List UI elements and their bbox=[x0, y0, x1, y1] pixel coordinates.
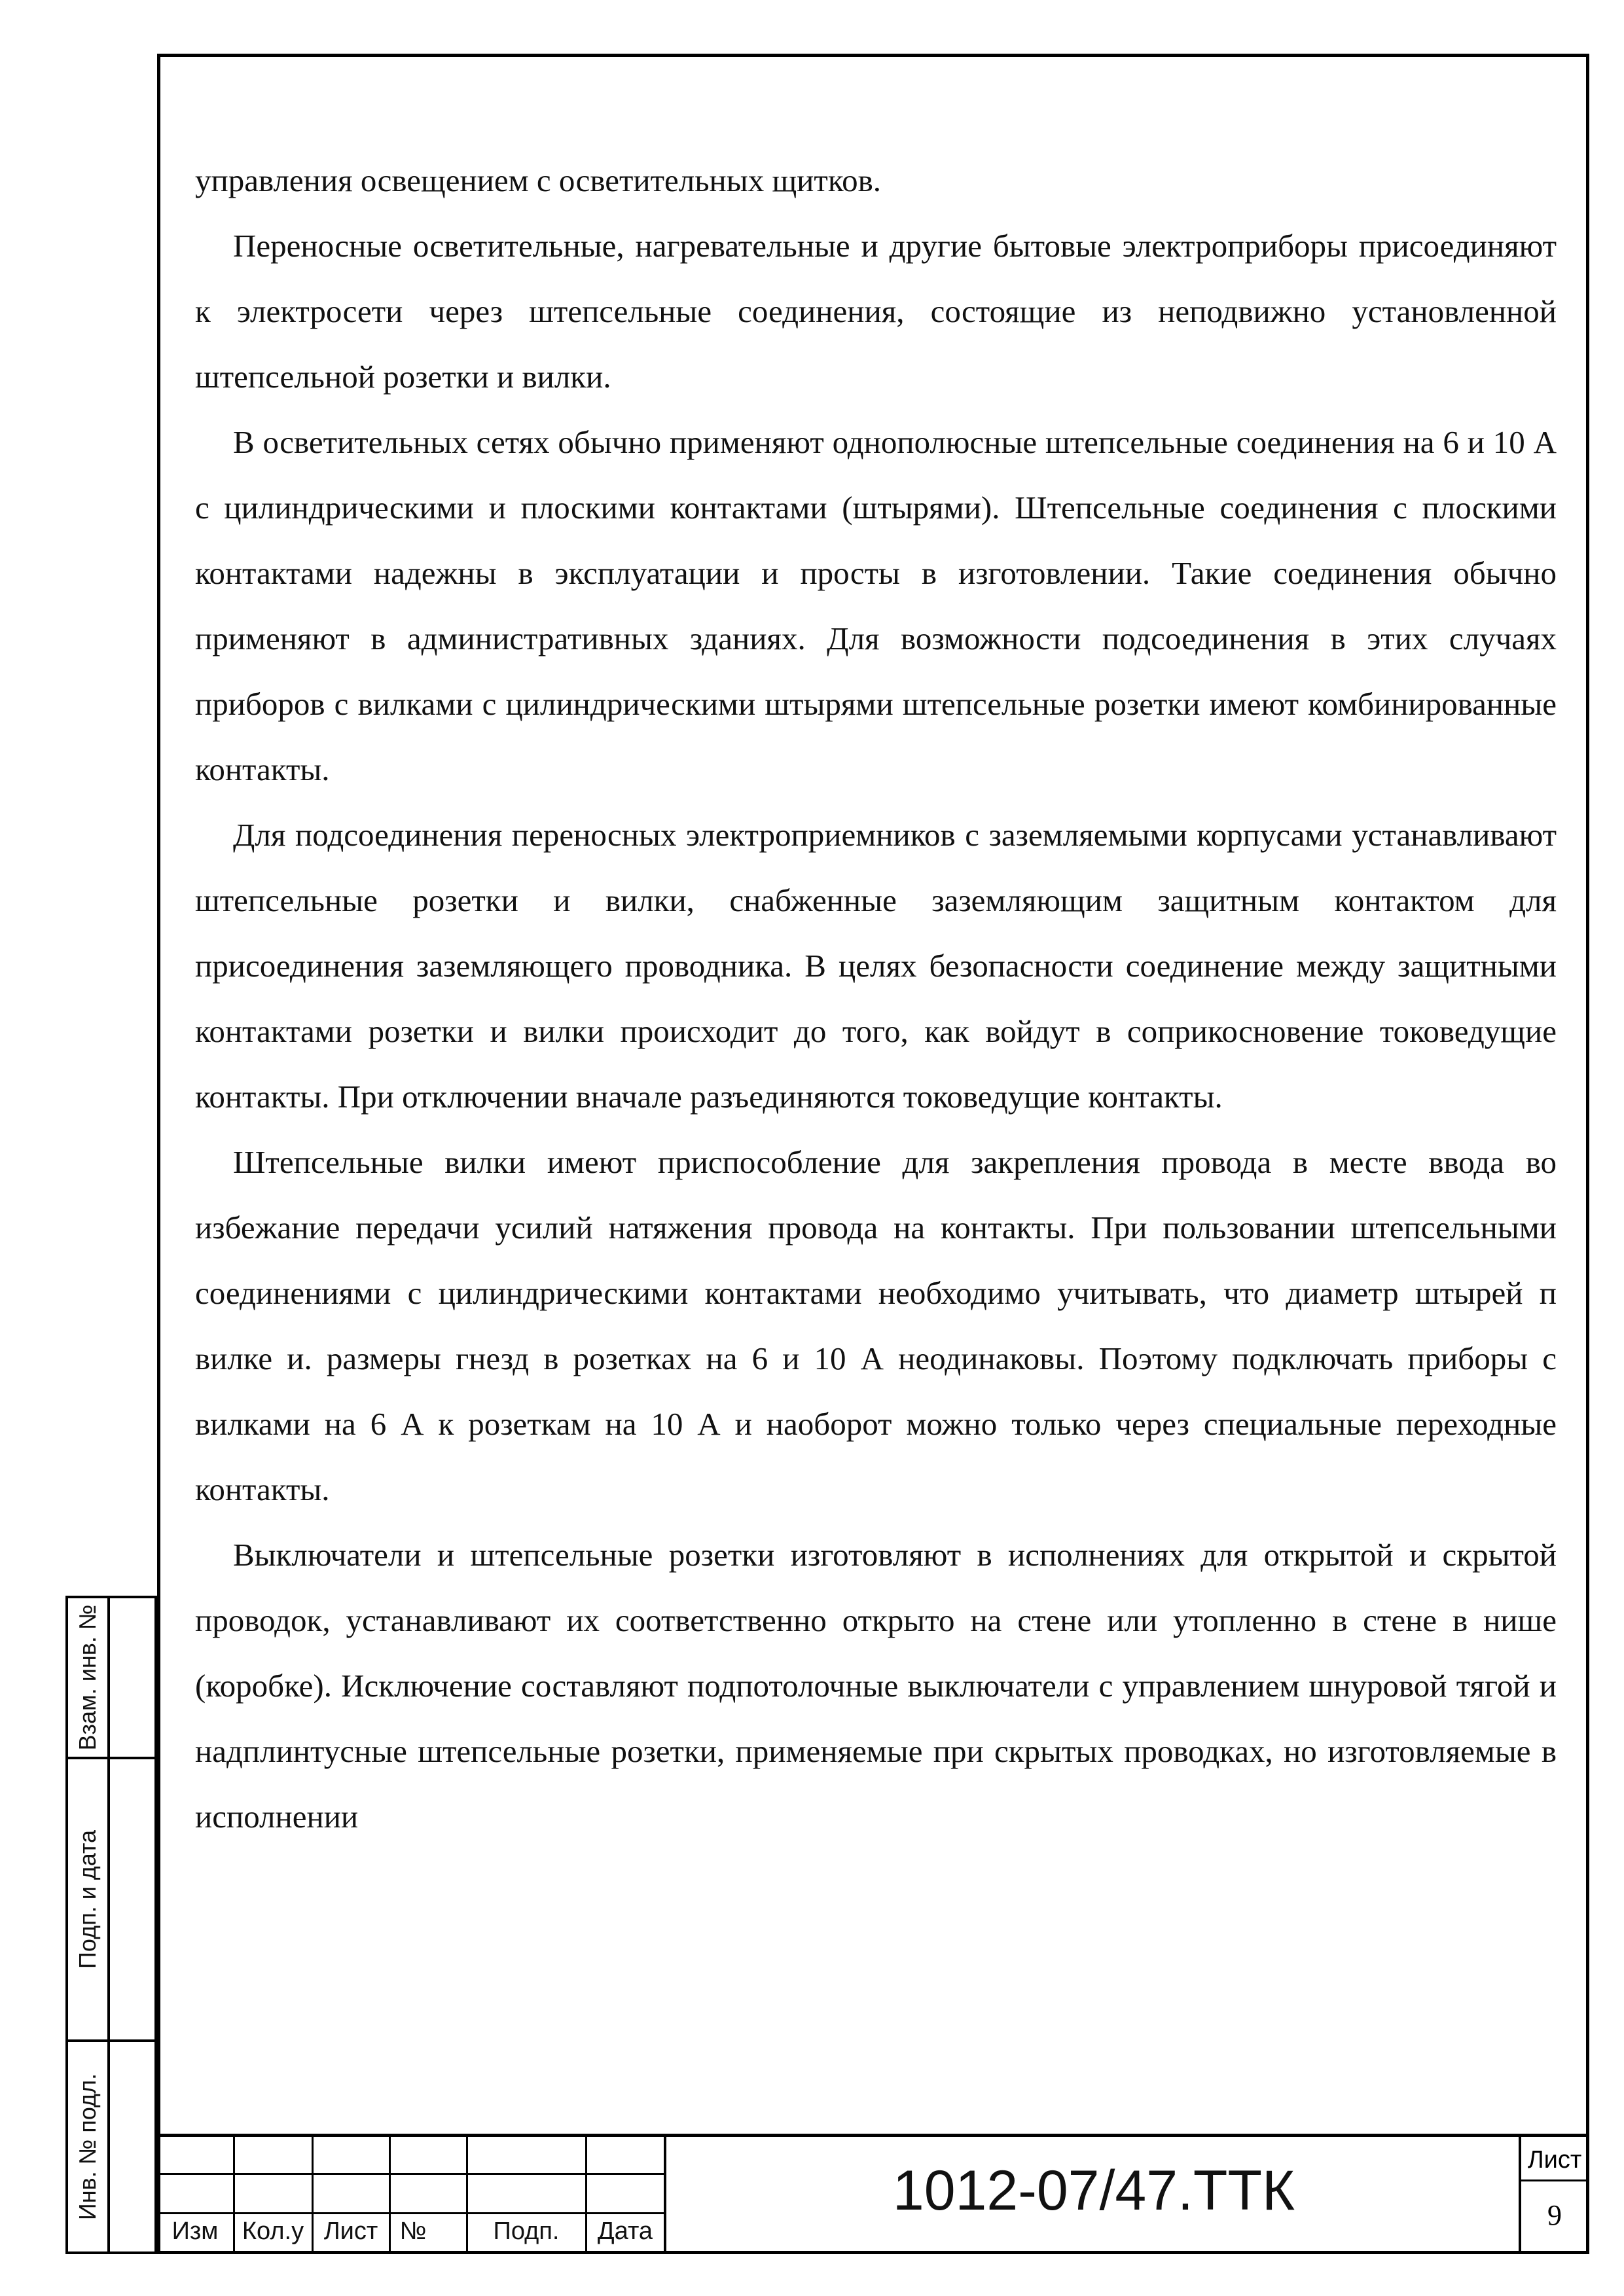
stamp-vzam-inv bbox=[65, 1596, 157, 1759]
stamp-inv-podl bbox=[65, 2039, 157, 2254]
sheet-number: 9 bbox=[1547, 2199, 1562, 2231]
paragraph: Переносные осветительные, нагревательные и другие бытовые электроприборы присоединяют к электросети через штепсельные соединения, состоящие из неподвижно установленной штепсельной розетки и вилки. bbox=[195, 228, 1557, 395]
sheet-label: Лист bbox=[1527, 2146, 1582, 2174]
col-data: Дата bbox=[597, 2217, 653, 2245]
document-body bbox=[195, 148, 1557, 1850]
document-code: 1012-07/47.ТТК bbox=[892, 2159, 1295, 2222]
col-izm: Изм bbox=[171, 2217, 219, 2245]
col-list: Лист bbox=[323, 2217, 378, 2245]
paragraph: Штепсельные вилки имеют приспособление для закрепления провода в месте ввода во избежание передачи усилий натяжения провода на контакты. При пользовании штепсельными соединениями с цилиндрическими контактами необходимо учитывать, что диаметр штырей п вилке и. размеры гнезд в розетках на 6 и 10 А неодинаковы. Поэтому подключать приборы с вилками на 6 А к розеткам на 10 А и наоборот можно только через специальные переходные контакты. bbox=[195, 1144, 1557, 1507]
stamp-podp-data-label: Подп. и дата bbox=[74, 1829, 101, 1969]
paragraph: В осветительных сетях обычно применяют однополюсные штепсельные соединения на 6 и 10 А с цилиндрическими и плоскими контактами (штырями). Штепсельные соединения с плоскими контактами надежны в эксплуатации и просты в изготовлении. Такие соединения обычно применяют в административных зданиях. Для возможности подсоединения в этих случаях приборов с вилками с цилиндрическими штырями штепсельные розетки имеют комбинированные контакты. bbox=[195, 424, 1557, 787]
stamp-inv-podl-label: Инв. № подл. bbox=[74, 2073, 101, 2221]
stamp-podp-data bbox=[65, 1757, 157, 2042]
paragraph: Для подсоединения переносных электроприемников с заземляемыми корпусами устанавливают штепсельные розетки и вилки, снабженные заземляющим защитным контактом для присоединения заземляющего проводника. В целях безопасности соединение между защитными контактами розетки и вилки происходит до того, как войдут в соприкосновение токоведущие контакты. При отключении вначале разъединяются токоведущие контакты. bbox=[195, 817, 1557, 1115]
stamp-vzam-inv-label: Взам. инв. № bbox=[74, 1604, 101, 1751]
col-kol: Кол.у bbox=[242, 2217, 304, 2245]
paragraph: Выключатели и штепсельные розетки изготовляют в исполнениях для открытой и скрытой проводок, устанавливают их соответственно открыто на стене или утопленно в стене в нише (коробке). Исключение составляют подпотолочные выключатели с управлением шнуровой тягой и надплинтусные штепсельные розетки, применяемые при скрытых проводках, но изготовляемые в исполнении bbox=[195, 1537, 1557, 1835]
col-podp: Подп. bbox=[493, 2217, 560, 2245]
col-num: № bbox=[399, 2217, 427, 2245]
paragraph-continuation: управления освещением с осветительных щитков. bbox=[195, 162, 882, 198]
